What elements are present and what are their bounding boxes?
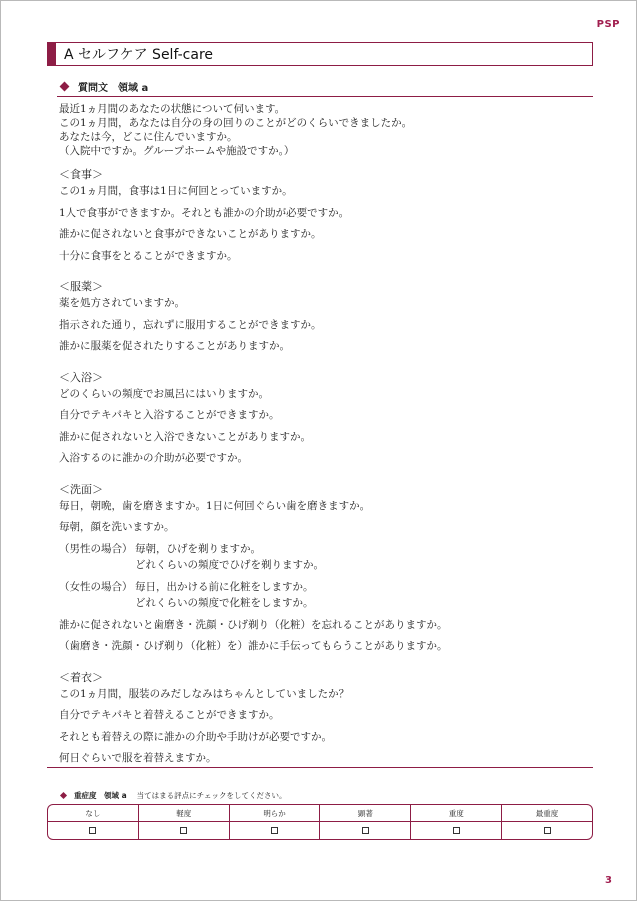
subheading [57,77,593,97]
question: 自分でテキパキと入浴することができますか。 [59,409,280,421]
severity-heading [61,790,286,801]
diamond-icon [60,792,67,799]
severity-option-mild [139,805,230,839]
question: 何日ぐらいで服を着替えますか。 [59,752,217,764]
severity-instruction: 当てはまる評点にチェックをしてください。 [136,791,287,800]
question: 毎日，出かける前に化粧をしますか。 [135,580,314,593]
divider [47,767,593,768]
question: この1ヵ月間，食事は1日に何回とっていますか。 [59,185,293,197]
category-title: ＜食事＞ [59,168,103,181]
psp-tag: PSP [596,19,620,30]
question: 十分に食事をとることができますか。 [59,249,238,262]
question: 毎日，朝晩，歯を磨きますか。1日に何回ぐらい歯を磨きますか。 [59,499,371,512]
diamond-icon [60,82,70,92]
severity-label: 顕著 [320,805,410,822]
intro-line: あなたは今，どこに住んでいますか。 [59,131,238,143]
question: 誰かに促されないと入浴できないことがありますか。 [59,430,311,443]
category-washing [59,483,589,661]
checkbox[interactable] [180,827,187,834]
category-title: ＜着衣＞ [59,670,103,684]
intro-line: この1ヵ月間，あなたは自分の身の回りのことがどのくらいできましたか。 [59,117,413,129]
female-question [59,580,589,612]
question: （歯磨き・洗顔・ひげ剃り（化粧）を）誰かに手伝ってもらうことがありますか。 [59,640,448,652]
question: どれくらいの頻度でひげを剃りますか。 [135,558,324,571]
severity-title: 重症度 領域 a [74,791,127,800]
severity-label: 明らか [230,805,320,822]
intro-line: （入院中ですか。グループホームや施設ですか。） [59,145,295,157]
question: それとも着替えの際に誰かの介助や手助けが必要ですか。 [59,730,332,743]
question: 1人で食事ができますか。それとも誰かの介助が必要ですか。 [59,206,350,219]
question: 指示された通り，忘れずに服用することができますか。 [59,318,322,331]
severity-option-very-severe [502,805,592,839]
category-title: ＜服薬＞ [59,280,103,293]
question: 毎朝，顔を洗いますか。 [59,521,175,533]
section-mark [48,43,56,65]
question: どれくらいの頻度で化粧をしますか。 [135,596,314,609]
question: 薬を処方されていますか。 [59,297,185,309]
checkbox[interactable] [89,827,96,834]
question: どのくらいの頻度でお風呂にはいりますか。 [59,387,269,400]
question: 誰かに促されないと歯磨き・洗顔・ひげ剃り（化粧）を忘れることがありますか。 [59,618,448,631]
checkbox[interactable] [271,827,278,834]
severity-label: 軽度 [139,805,229,822]
intro-line: 最近1ヵ月間のあなたの状態について伺います。 [59,103,286,115]
category-title: ＜入浴＞ [59,370,103,384]
severity-option-severe [411,805,502,839]
question: 入浴するのに誰かの介助が必要ですか。 [59,452,248,464]
page-number: 3 [605,875,612,886]
question: 毎朝，ひげを剃りますか。 [135,542,261,555]
category-medication [59,280,589,361]
severity-label: 重度 [411,805,501,822]
male-question [59,542,589,574]
question-content [59,102,589,773]
question: 誰かに促されないと食事ができないことがありますか。 [59,228,322,240]
section-title: A セルフケア Self-care [64,47,213,63]
severity-option-manifest [230,805,321,839]
category-dressing [59,671,589,773]
checkbox[interactable] [453,827,460,834]
question: 誰かに服薬を促されたりすることがありますか。 [59,340,290,352]
severity-label: なし [48,805,138,822]
subheading-text: 質問文 領域 a [78,83,149,94]
category-meal [59,168,589,270]
male-label: （男性の場合） [59,542,133,555]
section-title-bar [47,42,593,66]
checkbox[interactable] [544,827,551,834]
severity-option-none [48,805,139,839]
severity-label: 最重度 [502,805,592,822]
question: 自分でテキパキと着替えることができますか。 [59,709,280,721]
question: この1ヵ月間，服装のみだしなみはちゃんとしていましたか？ [59,687,350,700]
female-label: （女性の場合） [59,580,133,593]
checkbox[interactable] [362,827,369,834]
intro-block [59,102,589,158]
category-title: ＜洗面＞ [59,482,103,496]
category-bathing [59,371,589,473]
severity-table [47,804,593,840]
severity-option-marked [320,805,411,839]
